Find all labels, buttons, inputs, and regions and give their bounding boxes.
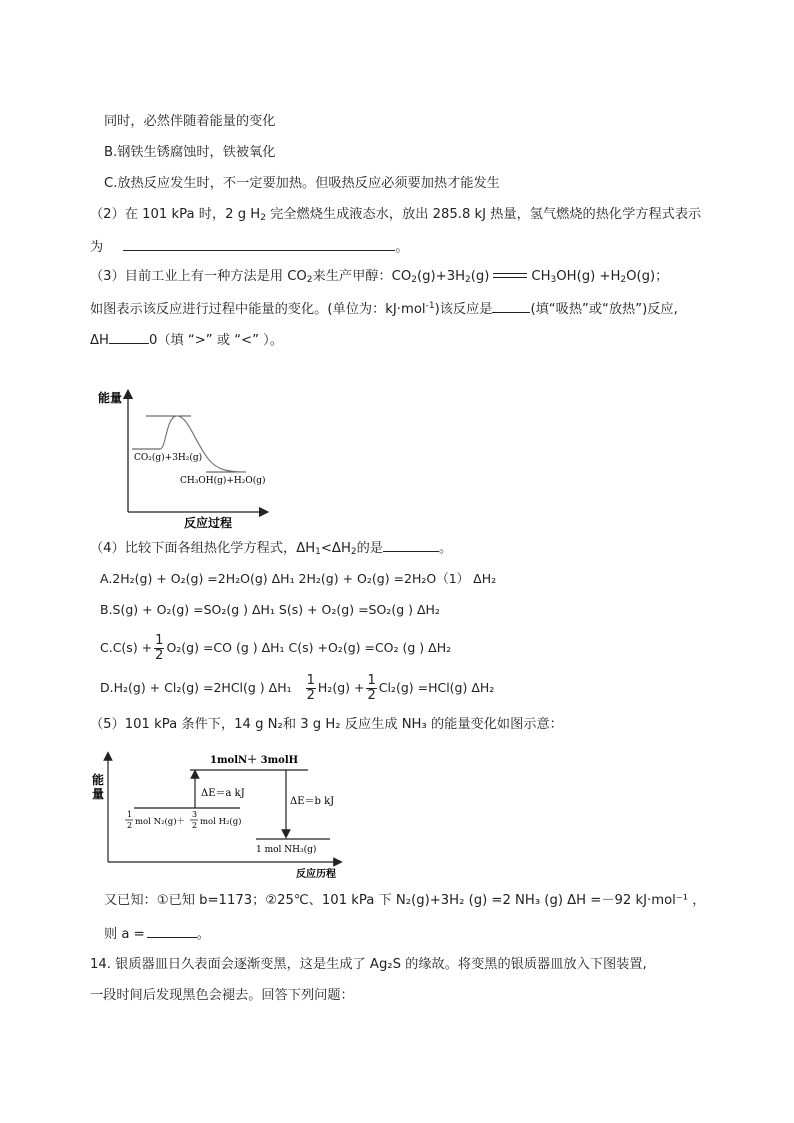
q4-text-c: 的是 xyxy=(356,541,383,556)
then-end: 。 xyxy=(196,927,210,942)
delta-e-a-label: ΔE＝a kJ xyxy=(201,788,245,799)
option-a-equations xyxy=(100,570,496,588)
q5-text: （5）101 kPa 条件下，14 g N₂和 3 g H₂ 反应生成 NH₃ 的能量变化如图示意： xyxy=(90,717,563,732)
option-c xyxy=(104,175,500,193)
option-b-equations xyxy=(100,601,440,619)
question-2-answer-line xyxy=(90,237,409,257)
question-3 xyxy=(90,268,668,286)
q3-2d: (填“吸热”或“放热”)反应, xyxy=(530,302,678,317)
product-label: 1 mol NH₃(g) xyxy=(256,845,317,855)
q14-text-b: 一段时间后发现黑色会褪去。回答下列问题： xyxy=(90,988,354,1003)
q2-text-2: 完全燃烧生成液态水，放出 285.8 kJ 热量，氢气燃烧的热化学方程式表示 xyxy=(265,207,702,222)
fraction-denominator: 2 xyxy=(367,687,376,703)
y-axis-label-2: 量 xyxy=(92,787,105,801)
option-c-equations xyxy=(100,632,451,664)
option-d-equations xyxy=(100,672,494,704)
frac2-num: 3 xyxy=(192,810,198,819)
question-3-line-3 xyxy=(90,330,283,350)
option-b-text: B.钢铁生锈腐蚀时，铁被氧化 xyxy=(104,145,276,160)
q3-sup: -1 xyxy=(425,301,435,311)
known-conditions xyxy=(104,892,705,910)
answer-blank-q3-type[interactable] xyxy=(492,299,530,313)
y-axis-label: 能量 xyxy=(98,391,123,405)
q3-text-c: (g)+3H xyxy=(416,269,466,284)
then-a: 则 a = xyxy=(104,927,145,942)
energy-level-diagram xyxy=(90,746,360,882)
y-axis-label-1: 能 xyxy=(92,773,105,787)
delta-h: ΔH xyxy=(90,333,109,348)
question-14-line-2 xyxy=(90,987,354,1005)
fraction-half xyxy=(306,674,316,703)
reactants-label-b: mol H₂(g) xyxy=(200,817,242,827)
frac2-den: 2 xyxy=(192,821,198,830)
fraction-denominator: 2 xyxy=(155,647,164,663)
question-5 xyxy=(90,716,563,734)
equilibrium-arrow-icon xyxy=(493,271,527,281)
option-d-eq-text-a: D.H₂(g) + Cl₂(g) =2HCl(g ) ΔH₁ xyxy=(100,680,292,695)
q3-2c: )该反应是 xyxy=(434,302,493,317)
sub-2: 2 xyxy=(411,275,417,285)
option-b-eq-text: B.S(g) + O₂(g) =SO₂(g ) ΔH₁ S(s) + O₂(g) =SO₂(g ) ΔH₂ xyxy=(100,602,440,617)
fraction-denominator: 2 xyxy=(306,687,315,703)
sub-1: 1 xyxy=(315,547,321,557)
q2-wei: 为 xyxy=(90,240,104,255)
answer-blank-q3-sign[interactable] xyxy=(109,330,149,344)
q2-sub: 2 xyxy=(260,213,266,223)
x-axis-label: 反应历程 xyxy=(296,869,336,880)
q3-3b: 0（填 “>” 或 “<” ）。 xyxy=(148,333,283,348)
option-c-text: C.放热反应发生时，不一定要加热。但吸热反应必须要加热才能发生 xyxy=(104,176,500,191)
text-line xyxy=(104,113,275,131)
option-c-eq-text-b: O₂(g) =CO (g ) ΔH₁ C(s) +O₂(g) =CO₂ (g ) ΔH₂ xyxy=(166,640,452,655)
atoms-label: 1molN＋ 3molH xyxy=(210,755,299,766)
q3-text-g: O(g)； xyxy=(626,269,669,284)
q4-end: 。 xyxy=(438,541,453,556)
answer-blank-a[interactable] xyxy=(147,924,197,938)
sub-2: 2 xyxy=(306,275,313,285)
frac1-den: 2 xyxy=(127,821,133,830)
q3-text-d: (g) xyxy=(470,269,490,284)
frac1-num: 1 xyxy=(127,810,133,819)
products-label: CH₃OH(g)+H₂O(g) xyxy=(180,476,266,486)
q3-text-e: CH xyxy=(531,269,551,284)
fraction-numerator: 1 xyxy=(155,632,164,648)
x-axis-label: 反应过程 xyxy=(184,516,233,530)
sub-2: 2 xyxy=(620,275,627,285)
option-a-text: A.2H₂(g) + O₂(g) =2H₂O(g) ΔH₁ 2H₂(g) + O₂(g) =2H₂O（1） ΔH₂ xyxy=(100,571,497,586)
known-text: 又已知：①已知 b=1173；②25℃、101 kPa 下 N₂(g)+3H₂ (g) =2 NH₃ (g) ΔH =－92 kJ·mol⁻¹ ， xyxy=(104,893,706,908)
answer-blank-q2[interactable] xyxy=(123,237,395,251)
fraction-half xyxy=(366,674,376,703)
option-c-eq-text-a: C.C(s) + xyxy=(100,640,153,655)
reactants-label: CO₂(g)+3H₂(g) xyxy=(134,453,203,463)
option-b xyxy=(104,144,276,162)
question-2 xyxy=(90,206,701,224)
question-4 xyxy=(90,538,452,558)
delta-e-b-label: ΔE＝b kJ xyxy=(290,796,335,807)
option-d-eq-text-b: H₂(g) + xyxy=(317,680,365,695)
q3-2a: 如图表示该反应进行过程中能量的变化。(单位为：kJ·mol xyxy=(90,302,426,317)
fraction-numerator: 1 xyxy=(367,672,376,688)
energy-curve xyxy=(160,416,246,472)
reactants-label-a: mol N₂(g)＋ xyxy=(135,817,186,827)
q2-text: （2）在 101 kPa 时，2 g H xyxy=(90,207,261,222)
q14-text-a: 14. 银质器皿日久表面会逐渐变黑，这是生成了 Ag₂S 的缘故。将变黑的银质器皿放入下图装置, xyxy=(90,957,647,972)
answer-blank-q4[interactable] xyxy=(383,538,439,552)
option-d-eq-text-c: Cl₂(g) =HCl(g) ΔH₂ xyxy=(378,680,495,695)
sub-2: 2 xyxy=(350,547,357,557)
fraction-numerator: 1 xyxy=(306,672,315,688)
question-14 xyxy=(90,956,647,974)
q4-text-b: <ΔH xyxy=(320,541,351,556)
statement-a-continuation: 同时，必然伴随着能量的变化 xyxy=(104,114,276,129)
answer-a-line xyxy=(104,924,210,944)
fraction-half xyxy=(154,634,164,663)
q3-text-a: （3）目前工业上有一种方法是用 CO xyxy=(90,269,307,284)
question-3-line-2 xyxy=(90,299,678,319)
q2-end: 。 xyxy=(395,240,409,255)
sub-3: 3 xyxy=(550,275,557,285)
energy-profile-diagram xyxy=(96,386,276,531)
sub-2: 2 xyxy=(465,275,471,285)
q4-text: （4）比较下面各组热化学方程式，ΔH xyxy=(90,541,316,556)
q3-text-f: OH(g) +H xyxy=(556,269,621,284)
q3-text-b: 来生产甲醇：CO xyxy=(312,269,412,284)
